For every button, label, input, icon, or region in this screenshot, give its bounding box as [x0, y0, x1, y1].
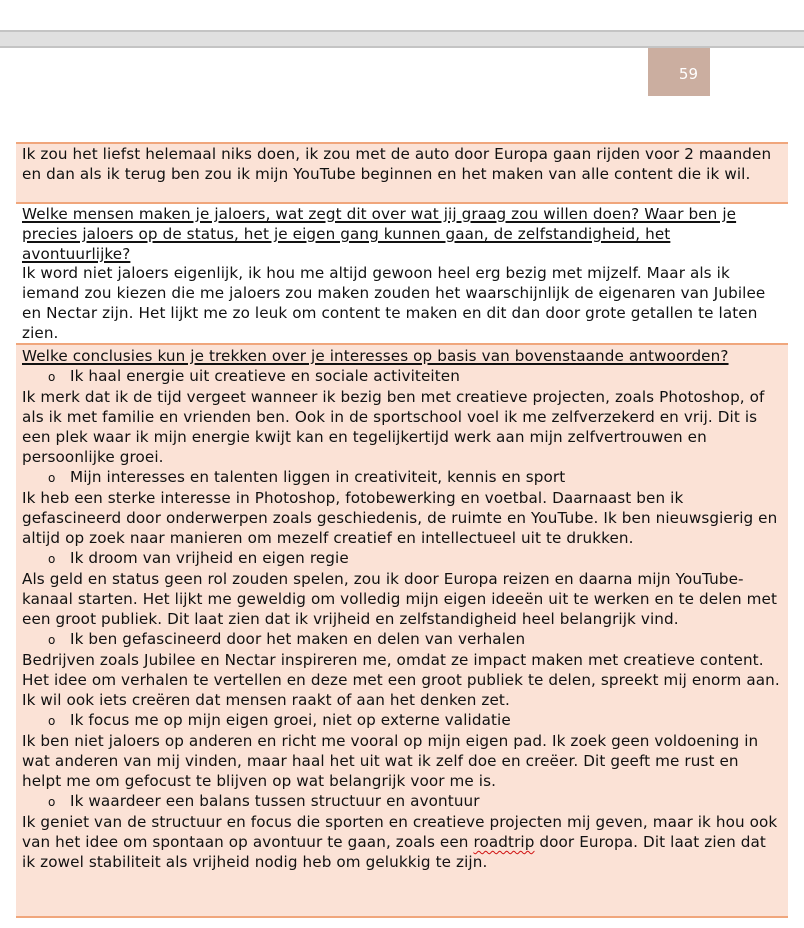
- page-number: 59: [678, 65, 698, 83]
- conclusion-heading: [22, 366, 782, 387]
- conclusion-text: Ik merk dat ik de tijd vergeet wanneer ik bezig ben met creatieve projecten, zoals Photoshop, of als ik met familie en vrienden ben. Ook in de sportschool voel ik me zelfverzekerd en vrij. Dit is een plek waar ik mijn energie kwijt kan en tegelijkertijd werk aan mijn zelfvertrouwen en persoonlijke groei.: [22, 388, 765, 466]
- answer-text-2: Ik word niet jaloers eigenlijk, ik hou me altijd gewoon heel erg bezig met mijzelf. Maar als ik iemand zou kiezen die me jaloers zou maken zouden het waarschijnlijk de eigenaren van Jubilee en Nectar zijn. Het lijkt me zo leuk om content te maken en dit dan door grote getallen te laten zien.: [22, 264, 766, 342]
- conclusion-heading-text: Ik focus me op mijn eigen groei, niet op externe validatie: [70, 711, 511, 729]
- hollow-bullet-icon: o: [48, 552, 56, 566]
- answer-text-1: Ik zou het liefst helemaal niks doen, ik zou met de auto door Europa gaan rijden voor 2 maanden en dan als ik terug ben zou ik mijn YouTube beginnen en het maken van alle content die ik wil.: [22, 145, 772, 183]
- conclusion-text: [22, 812, 782, 872]
- document-content[interactable]: [16, 142, 788, 918]
- conclusion-text: Bedrijven zoals Jubilee en Nectar inspireren me, omdat ze impact maken met creatieve content. Het idee om verhalen te vertellen en deze met een groot publiek te delen, spreekt mij enorm aan. Ik wil ook iets creëren dat mensen raakt of aan het denken zet.: [22, 651, 780, 709]
- hollow-bullet-icon: o: [48, 633, 56, 647]
- conclusion-heading-text: Ik waardeer een balans tussen structuur en avontuur: [70, 792, 480, 810]
- page-number-badge: [648, 48, 710, 96]
- hollow-bullet-icon: o: [48, 714, 56, 728]
- conclusion-text: Ik ben niet jaloers op anderen en richt me vooral op mijn eigen pad. Ik zoek geen voldoening in wat anderen van mij vinden, maar haal het uit wat ik zelf doe en creëer. Dit geeft me rust en helpt me om gefocust te blijven op wat belangrijk voor me is.: [22, 732, 759, 790]
- question-block-2[interactable]: [16, 204, 788, 263]
- question-text-3: Welke conclusies kun je trekken over je interesses op basis van bovenstaande antwoorden?: [22, 347, 729, 365]
- conclusion-heading: [22, 710, 782, 731]
- spellcheck-flagged-word[interactable]: roadtrip: [473, 833, 535, 851]
- conclusion-heading: [22, 791, 782, 812]
- hollow-bullet-icon: o: [48, 471, 56, 485]
- conclusion-text: Als geld en status geen rol zouden spelen, zou ik door Europa reizen en daarna mijn YouTube-kanaal starten. Het lijkt me geweldig om volledig mijn eigen ideeën uit te werken en te delen met een groot publiek. Dit laat zien dat ik vrijheid en zelfstandigheid heel belangrijk vind.: [22, 570, 778, 628]
- question-text-2: Welke mensen maken je jaloers, wat zegt dit over wat jij graag zou willen doen? Waar ben je precies jaloers op de status, het je eigen gang kunnen gaan, de zelfstandigheid, het avontuurlijke?: [22, 205, 737, 263]
- conclusions-block[interactable]: [16, 343, 788, 918]
- conclusion-heading-text: Ik haal energie uit creatieve en sociale activiteiten: [70, 367, 460, 385]
- conclusion-heading: [22, 548, 782, 569]
- conclusion-heading: [22, 467, 782, 488]
- conclusion-heading: [22, 629, 782, 650]
- conclusion-heading-text: Ik ben gefascineerd door het maken en delen van verhalen: [70, 630, 526, 648]
- answer-block-2[interactable]: [16, 263, 788, 343]
- conclusion-text-before: Ik geniet van de structuur en focus die sporten en creatieve projecten mij geven, maar ik hou ook van het idee om spontaan op avontuur te gaan, zoals een: [22, 813, 778, 851]
- toolbar-band: [0, 30, 804, 48]
- hollow-bullet-icon: o: [48, 795, 56, 809]
- conclusion-text: Ik heb een sterke interesse in Photoshop, fotobewerking en voetbal. Daarnaast ben ik gefascineerd door onderwerpen zoals geschiedenis, de ruimte en YouTube. Ik ben nieuwsgierig en altijd op zoek naar manieren om mezelf creatief en intellectueel uit te drukken.: [22, 489, 778, 547]
- conclusion-heading-text: Ik droom van vrijheid en eigen regie: [70, 549, 349, 567]
- conclusion-heading-text: Mijn interesses en talenten liggen in creativiteit, kennis en sport: [70, 468, 566, 486]
- conclusion-text-after: door Europa. Dit laat zien dat ik zowel stabiliteit als vrijheid nodig heb om gelukkig te zijn.: [22, 833, 766, 871]
- hollow-bullet-icon: o: [48, 370, 56, 384]
- answer-block-1[interactable]: [16, 142, 788, 204]
